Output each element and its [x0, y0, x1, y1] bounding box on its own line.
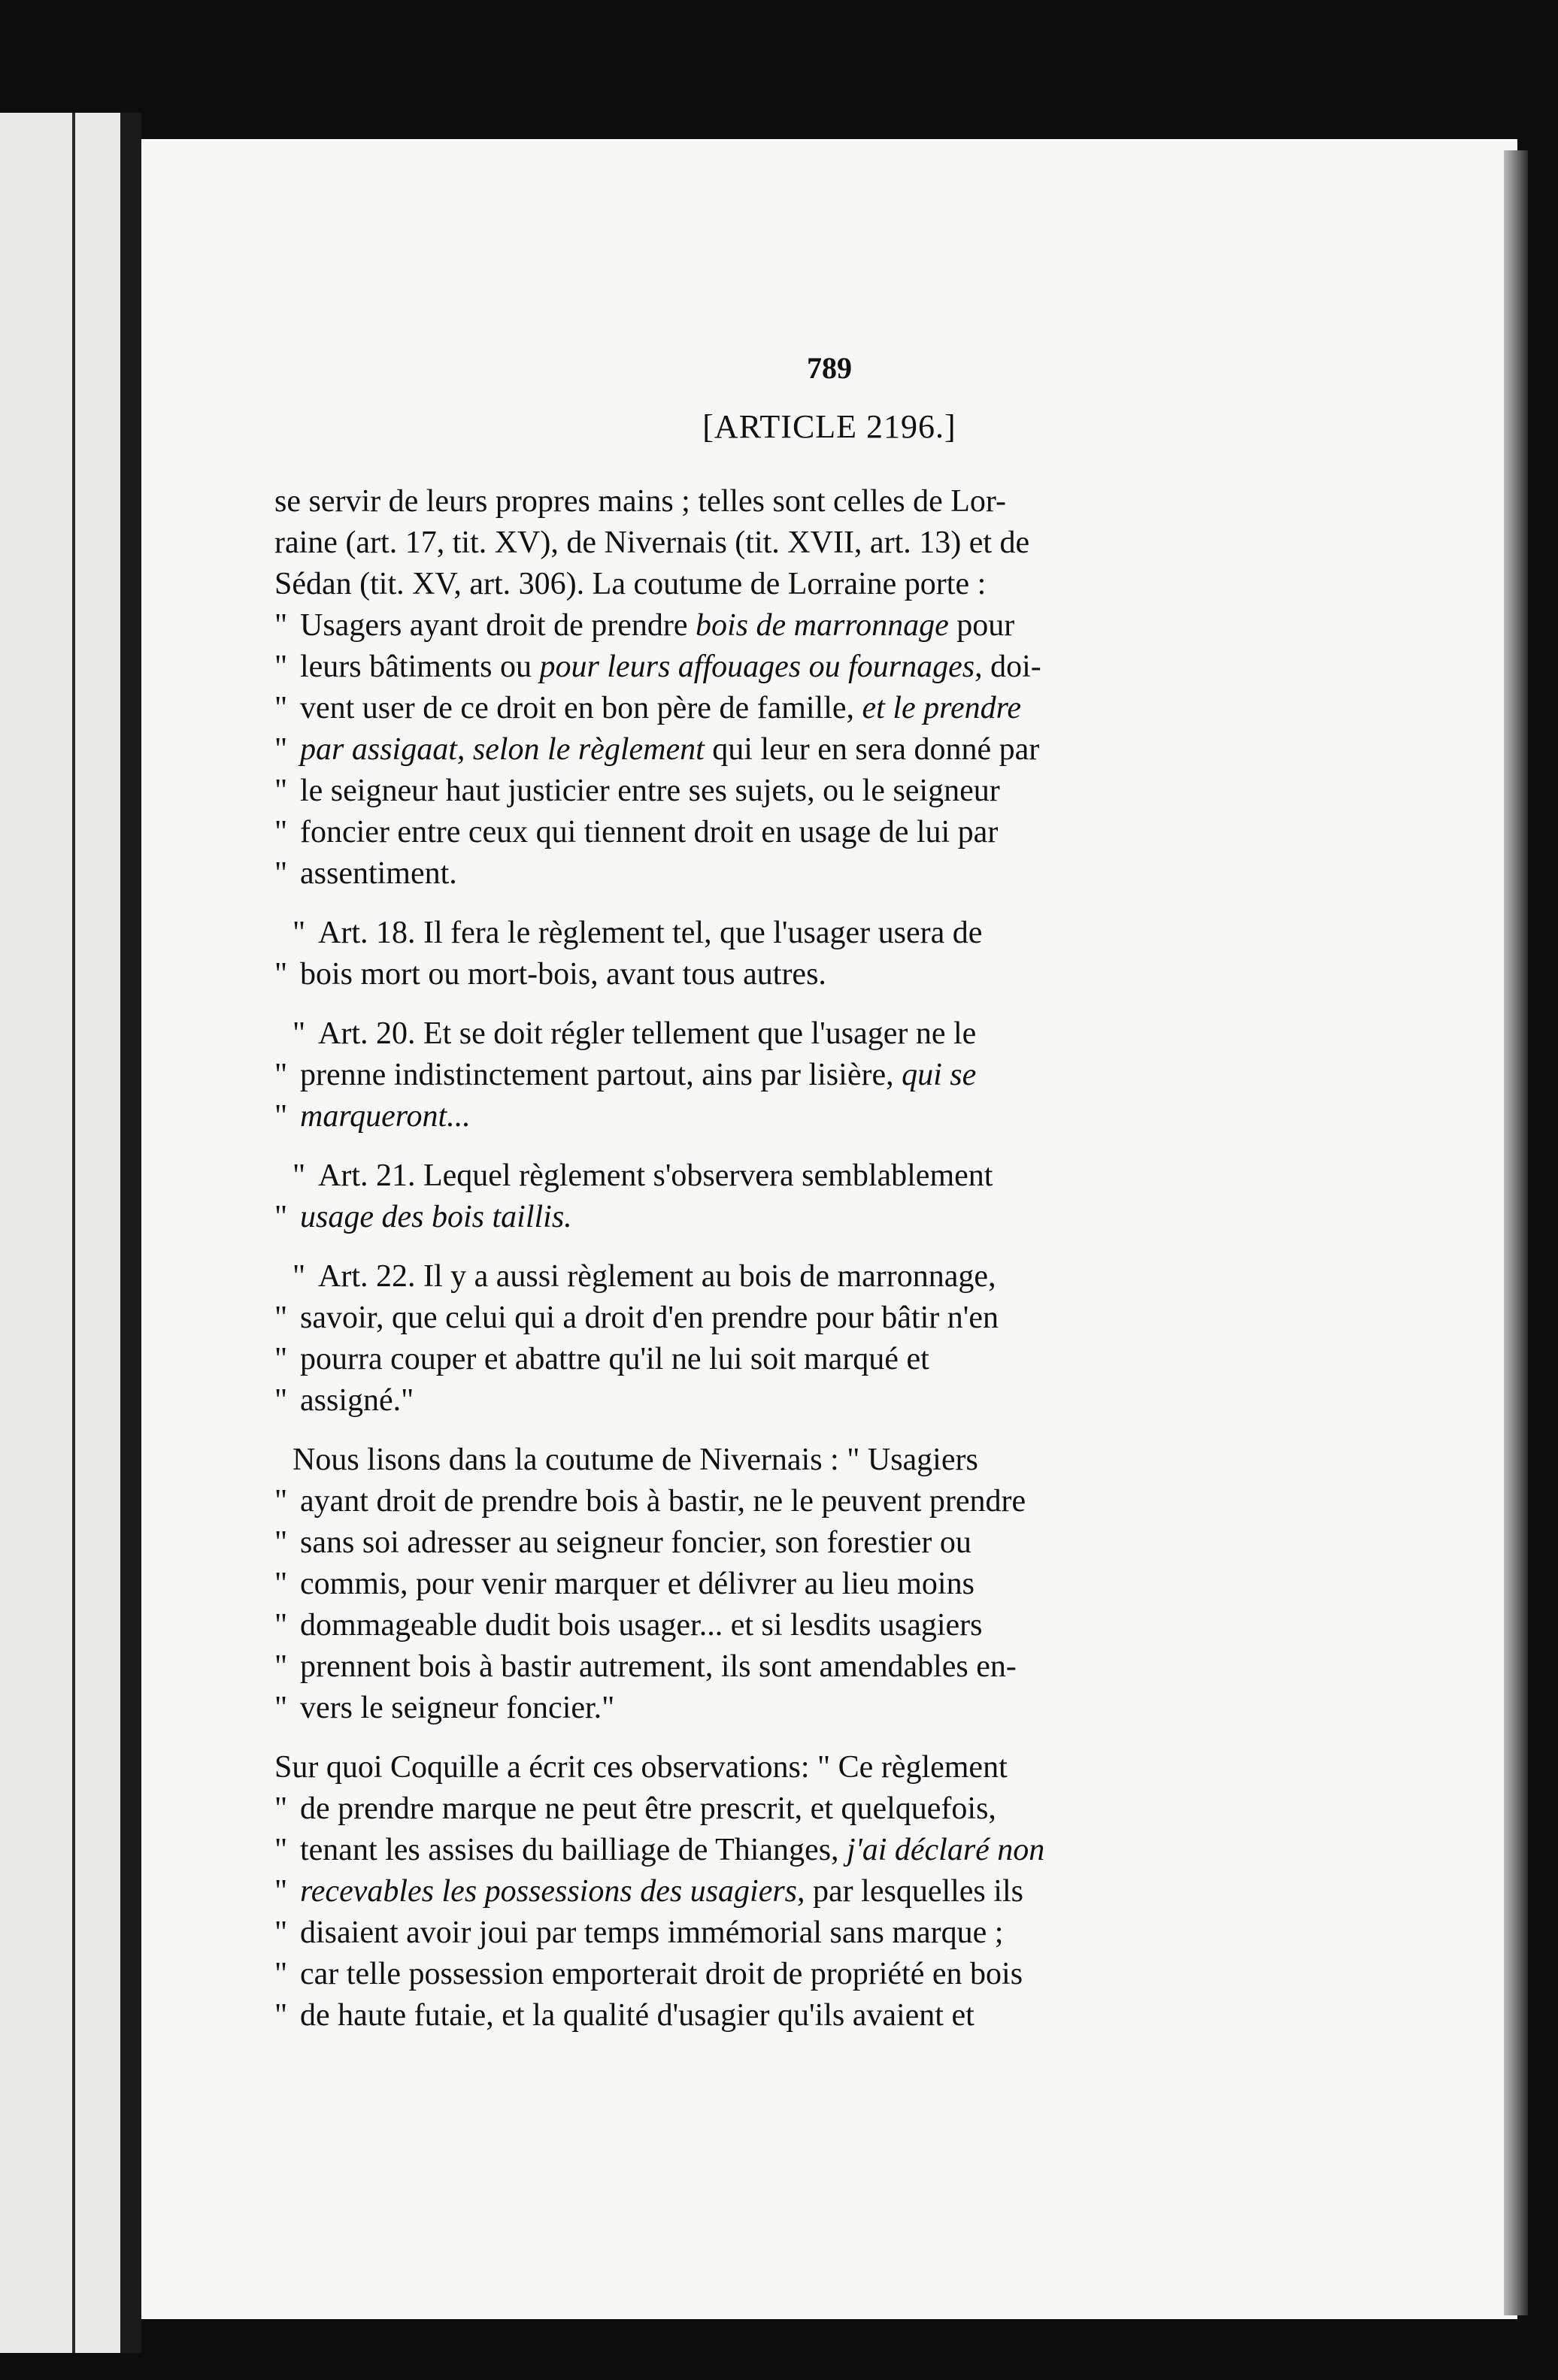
text-line: " assentiment. — [274, 853, 1211, 895]
quote-mark: " — [293, 916, 306, 950]
text-line: " Art. 18. Il fera le règlement tel, que l'usager usera de — [274, 913, 1211, 954]
quote-mark: " — [274, 1833, 288, 1867]
text-line: " Usagers ayant droit de prendre bois de marronnage pour — [274, 605, 1211, 646]
paragraph-6 — [274, 1440, 1211, 1729]
text-line: " leurs bâtiments ou pour leurs affouages ou fournages, doi- — [274, 646, 1211, 688]
text-line: " par assigaat, selon le règlement qui leur en sera donné par — [274, 729, 1211, 771]
text-line: " tenant les assises du bailliage de Thianges, j'ai déclaré non — [274, 1830, 1211, 1871]
text-line: " prenne indistinctement partout, ains par lisière, qui se — [274, 1055, 1211, 1096]
text-line: " pourra couper et abattre qu'il ne lui soit marqué et — [274, 1339, 1211, 1380]
quote-mark: " — [274, 1484, 288, 1519]
quote-mark: " — [274, 774, 288, 808]
text-line: " car telle possession emporterait droit de propriété en bois — [274, 1954, 1211, 1995]
text-line: Sur quoi Coquille a écrit ces observations: " Ce règlement — [274, 1750, 1008, 1785]
paragraph-3 — [274, 1013, 1211, 1137]
quote-mark: " — [293, 1259, 306, 1294]
text-line: " recevables les possessions des usagiers, par lesquelles ils — [274, 1871, 1211, 1912]
quote-mark: " — [274, 1525, 288, 1560]
page-right-edge — [1504, 150, 1528, 2315]
quote-mark: " — [274, 1998, 288, 2033]
quote-mark: " — [274, 1567, 288, 1601]
quote-mark: " — [274, 1383, 288, 1418]
paragraph-4 — [274, 1155, 1211, 1238]
quote-mark: " — [274, 1342, 288, 1376]
left-page-edge — [0, 113, 120, 2353]
text-line: " usage des bois taillis. — [274, 1197, 1211, 1238]
quote-mark: " — [274, 608, 288, 643]
text-line: " vent user de ce droit en bon père de famille, et le prendre — [274, 688, 1211, 729]
quote-mark: " — [274, 1791, 288, 1826]
quote-mark: " — [274, 732, 288, 767]
text-line: Nous lisons dans la coutume de Nivernais : " Usagiers — [293, 1443, 978, 1477]
quote-mark: " — [274, 1301, 288, 1335]
text-line: " le seigneur haut justicier entre ses sujets, ou le seigneur — [274, 771, 1211, 812]
quote-mark: " — [293, 1158, 306, 1193]
text-line: " marqueront... — [274, 1096, 1211, 1137]
text-body — [274, 481, 1211, 2054]
page-number: 789 — [807, 351, 852, 385]
quote-mark: " — [274, 1957, 288, 1991]
text-line: " foncier entre ceux qui tiennent droit en usage de lui par — [274, 812, 1211, 853]
quote-mark: " — [274, 691, 288, 725]
text-line: raine (art. 17, tit. XV), de Nivernais (tit. XVII, art. 13) et de — [274, 525, 1030, 560]
quote-mark: " — [274, 1691, 288, 1725]
text-line: " Art. 22. Il y a aussi règlement au bois de marronnage, — [274, 1256, 1211, 1297]
text-line: se servir de leurs propres mains ; telles sont celles de Lor- — [274, 484, 1007, 519]
text-line: " ayant droit de prendre bois à bastir, ne le peuvent prendre — [274, 1481, 1211, 1522]
quote-mark: " — [274, 1915, 288, 1950]
text-line: " savoir, que celui qui a droit d'en prendre pour bâtir n'en — [274, 1297, 1211, 1339]
text-line: " de prendre marque ne peut être prescrit, et quelquefois, — [274, 1788, 1211, 1830]
article-heading: [ARTICLE 2196.] — [702, 408, 956, 445]
quote-mark: " — [274, 1099, 288, 1134]
paragraph-2 — [274, 913, 1211, 995]
text-line: Sédan (tit. XV, art. 306). La coutume de Lorraine porte : — [274, 567, 987, 601]
quote-mark: " — [274, 1200, 288, 1234]
text-line: " dommageable dudit bois usager... et si lesdits usagiers — [274, 1605, 1211, 1646]
left-page-rule — [72, 113, 75, 2353]
text-line: " commis, pour venir marquer et délivrer au lieu moins — [274, 1564, 1211, 1605]
page-header — [141, 346, 1517, 451]
quote-mark: " — [274, 957, 288, 992]
text-line: " bois mort ou mort-bois, avant tous autres. — [274, 954, 1211, 995]
paragraph-7 — [274, 1747, 1211, 2036]
quote-mark: " — [274, 1058, 288, 1092]
quote-mark: " — [274, 1608, 288, 1643]
quote-mark: " — [274, 1874, 288, 1909]
text-line: " de haute futaie, et la qualité d'usagier qu'ils avaient et — [274, 1995, 1211, 2036]
text-line: " vers le seigneur foncier." — [274, 1688, 1211, 1729]
quote-mark: " — [293, 1016, 306, 1051]
text-line: " prennent bois à bastir autrement, ils sont amendables en- — [274, 1646, 1211, 1688]
quote-mark: " — [274, 1649, 288, 1684]
text-line: " assigné." — [274, 1380, 1211, 1422]
paragraph-5 — [274, 1256, 1211, 1422]
text-line: " disaient avoir joui par temps immémorial sans marque ; — [274, 1912, 1211, 1954]
quote-mark: " — [274, 650, 288, 684]
text-line: " sans soi adresser au seigneur foncier, son forestier ou — [274, 1522, 1211, 1564]
paragraph-1 — [274, 481, 1211, 895]
quote-mark: " — [274, 815, 288, 849]
book-gutter — [120, 113, 141, 2353]
text-line: " Art. 21. Lequel règlement s'observera semblablement — [274, 1155, 1211, 1197]
text-line: " Art. 20. Et se doit régler tellement que l'usager ne le — [274, 1013, 1211, 1055]
quote-mark: " — [274, 856, 288, 891]
